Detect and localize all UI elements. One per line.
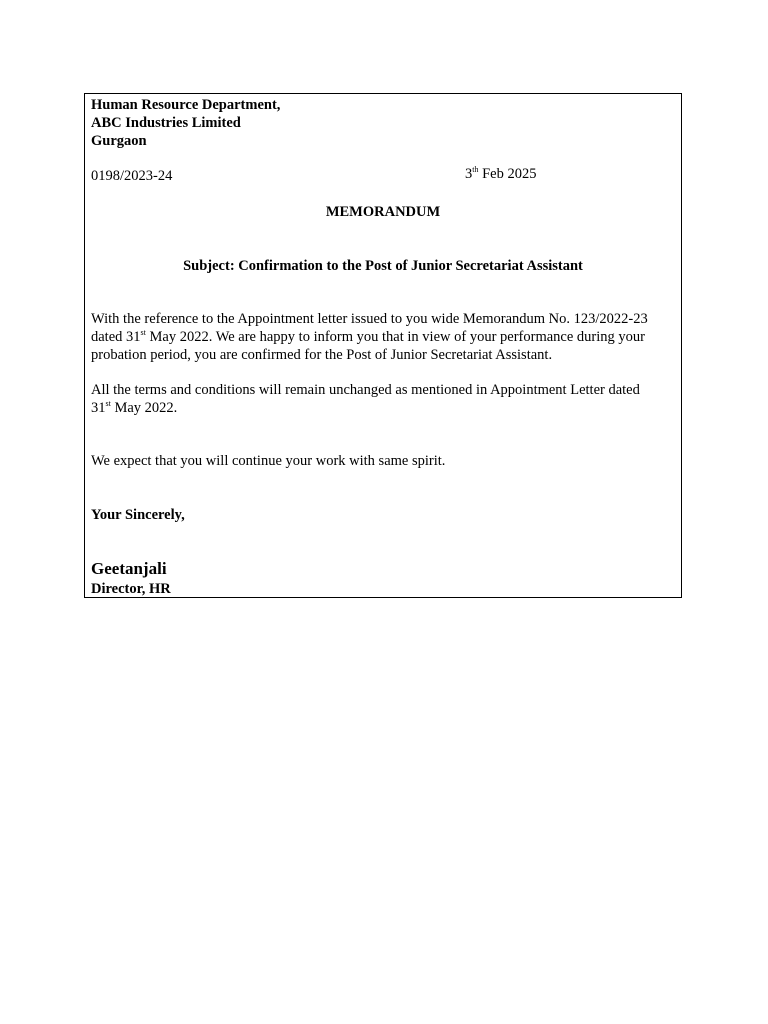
paragraph2-line2-sup: st (105, 399, 111, 408)
paragraph2-line2-rest: May 2022. (110, 400, 178, 416)
paragraph1-line3: probation period, you are confirmed for the Post of Junior Secretariat Assistant. (91, 347, 553, 363)
paragraph2-line2-prefix: 31 (91, 400, 106, 416)
memo-title: MEMORANDUM (325, 204, 441, 220)
paragraph1-line2 (91, 328, 645, 346)
signatory-name: Geetanjali (91, 559, 167, 578)
company-name: ABC Industries Limited (91, 115, 241, 131)
closing-salutation: Your Sincerely, (91, 507, 185, 523)
paragraph2-line1: All the terms and conditions will remain unchanged as mentioned in Appointment Letter dated (91, 382, 640, 398)
date-day: 3 (465, 166, 473, 182)
paragraph1-line2-sup: st (140, 328, 146, 337)
paragraph1-line1: With the reference to the Appointment letter issued to you wide Memorandum No. 123/2022-23 (91, 311, 648, 327)
paragraph3: We expect that you will continue your work with same spirit. (91, 453, 446, 469)
memorandum-box (84, 93, 682, 598)
paragraph2-line2 (91, 399, 177, 417)
company-city: Gurgaon (91, 133, 147, 149)
date-rest: Feb 2025 (478, 166, 537, 182)
signatory-designation: Director, HR (91, 581, 171, 597)
paragraph1-line2-prefix: dated 31 (91, 329, 141, 345)
memo-subject: Subject: Confirmation to the Post of Junior Secretariat Assistant (183, 258, 583, 274)
reference-number: 0198/2023-24 (91, 168, 173, 184)
date-suffix: th (472, 165, 479, 174)
memo-date (465, 165, 536, 183)
paragraph1-line2-rest: May 2022. We are happy to inform you that in view of your performance during your (145, 329, 645, 345)
department-name: Human Resource Department, (91, 97, 281, 113)
